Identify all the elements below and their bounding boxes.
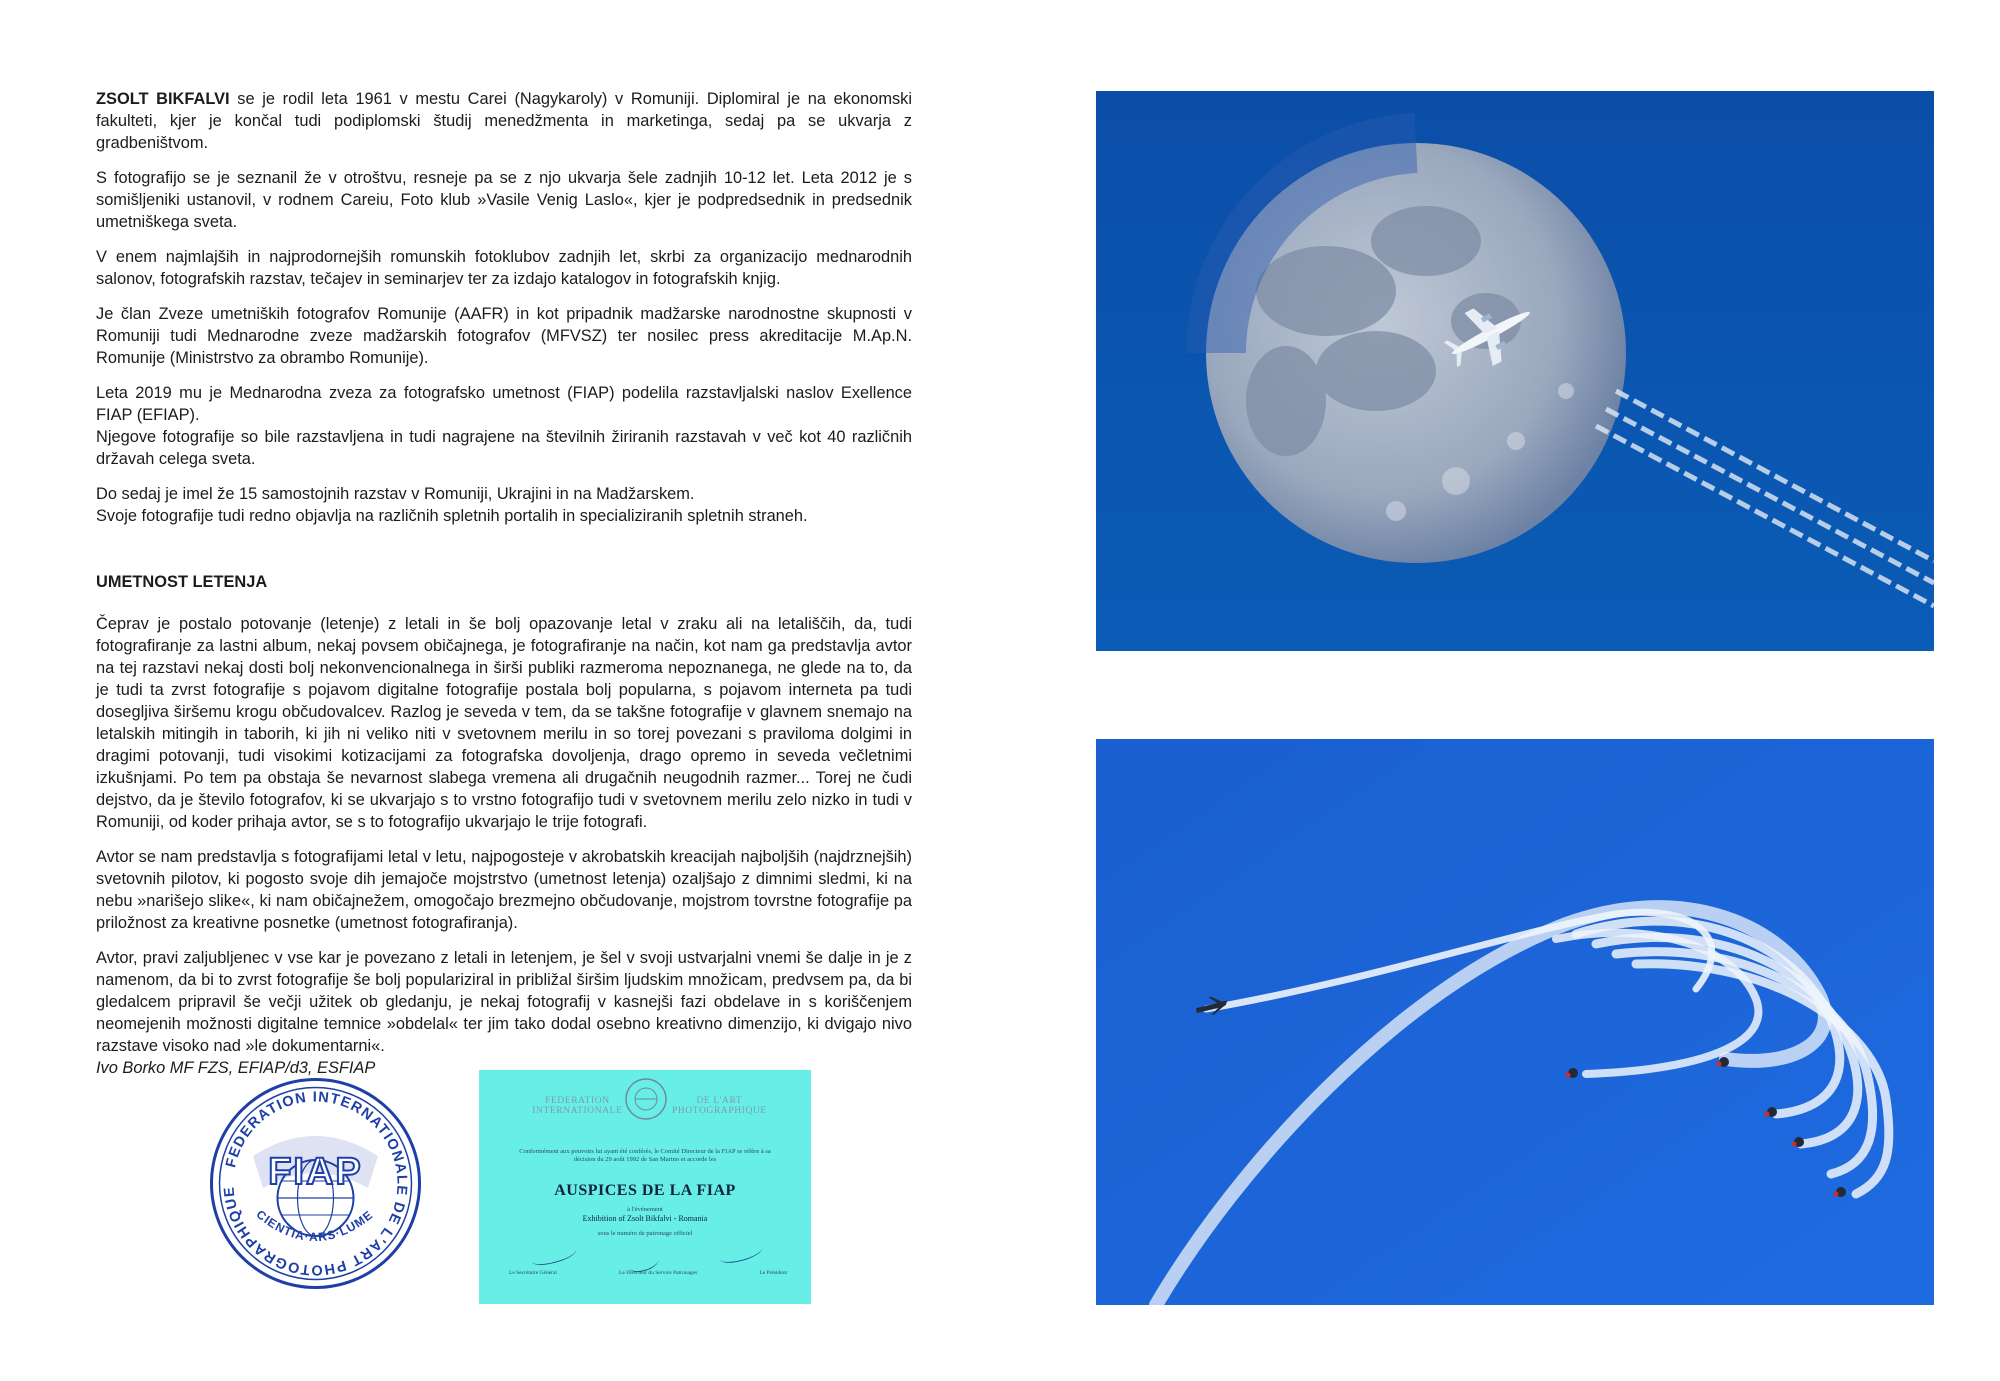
- certificate-to-event: à l'événement: [627, 1206, 663, 1213]
- fiap-motto: CIENTIA·ARS·LUME: [253, 1207, 376, 1245]
- photo-moon-airplane: [1096, 91, 1934, 651]
- essay-paragraph-1: Čeprav je postalo potovanje (letenje) z letali in še bolj opazovanje letal v zraku ali na letališčih, da, tudi fotografiranje za lastni album, nekaj povsem običajnega, je fotografiranje na način, kot nam ga predstavlja avtor na tej razstavi nekaj dosti bolj nekonvencionalnega in širši publiki razmeroma nepoznanega, ne glede na to, da je tudi ta zvrst fotografije s pojavom digitalne fotografije postala bolj popularna, s pojavom interneta pa tudi dosegljiva širšemu krogu občudovalcev. Razlog je seveda v tem, da se takšne fotografije v glavnem snemajo na letalskih mitingih in taborih, ki jih ni veliko niti v svetovnem merilu in so torej povezani s praviloma dolgimi in dragimi potovanji, tudi visokimi kotizacijami za fotografska dovoljenja, drago opremo in seveda večletnimi izkušnjami. Po tem pa obstaja še nevarnost slabega vremena ali drugačnih neugodnih razmer... Torej ne čudi dejstvo, da je število fotografov, ki se ukvarjajo s to vrstno fotografijo tudi v svetovnem merilu zelo nizko in tudi v Romuniji, od koder prihaja avtor, se s to fotografijo ukvarjajo le trije fotografi.: [96, 615, 912, 831]
- moon-photo-image: [1096, 91, 1934, 651]
- signature-right-icon: [718, 1242, 764, 1266]
- fiap-logo: [208, 1076, 423, 1291]
- certificate-patronage: sous le numéro de patronage officiel: [597, 1230, 693, 1237]
- text-column: [96, 88, 912, 1092]
- fiap-certificate: [479, 1070, 811, 1304]
- certificate-signatures: Le Secrétaire Général Le Directeur du Service Patronages Le Président: [509, 1270, 787, 1276]
- certificate-event: Exhibition of Zsolt Bikfalvi - Romania: [582, 1214, 708, 1223]
- essay-paragraph-3: Avtor, pravi zaljubljenec v vse kar je povezano z letali in letenjem, je šel v svoji ustvarjalni vnemi še dalje in je z namenom, da bi to zvrst fotografije še bolj populariziral in približal širšim ljudskim množicam, predvsem pa, da bi gledalcem pripravil še večji užitek ob gledanju, je nekaj fotografij v kasnejši fazi obdelave in s koriščenjem neomejenih možnosti digitalne temnice »obdelal« ter jim tako dodal osebno kreativno dimenzijo, ki dvigajo nivo razstave visoko nad »le dokumentarni«.: [96, 949, 912, 1055]
- certificate-body: Conformément aux pouvoirs lui ayant été conférés, le Comité Directeur de la FIAP se réfère à sa décision du 29 août 1992 de San Marino et accorde les: [519, 1148, 771, 1163]
- bio-paragraph-5: Leta 2019 mu je Mednarodna zveza za fotografsko umetnost (FIAP) podelila razstavljalski naslov Exellence FIAP (EFIAP).: [96, 384, 912, 424]
- bio-paragraph-1: ZSOLT BIKFALVI se je rodil leta 1961 v mestu Carei (Nagykaroly) v Romuniji. Diplomiral je na ekonomski fakulteti, kjer je končal tudi podiplomski študij menedžmenta in marketinga, sedaj pa se ukvarja z gradbeništvom.: [96, 90, 913, 152]
- bio-paragraph-2: S fotografijo se je seznanil že v otroštvu, resneje pa se z njo ukvarja šele zadnjih 10-12 let. Leta 2012 je s somišljeniki ustanovil, v rodnem Careiu, Foto klub »Vasile Venig Laslo«, kjer je podpredsednik in predsednik umetniškega sveta.: [96, 169, 912, 231]
- certificate-header: FEDERATION INTERNATIONALE DE L'ART PHOTOGRAPHIQUE: [532, 1096, 767, 1116]
- jets-photo-image: [1096, 739, 1934, 1305]
- author-name: ZSOLT BIKFALVI: [96, 90, 230, 108]
- seal-icon: [623, 1076, 669, 1122]
- bio-paragraph-3: V enem najmlajših in najprodornejših romunskih fotoklubov zadnjih let, skrbi za organizacijo mednarodnih salonov, fotografskih razstav, tečajev in seminarjev ter za izdajo katalogov in fotografskih knjig.: [96, 248, 912, 288]
- signature-left-icon: [530, 1243, 578, 1267]
- bio-paragraph-4: Je član Zveze umetniških fotografov Romunije (AAFR) in kot pripadnik madžarske narodnostne skupnosti v Romuniji tudi Mednarodne zveze madžarskih fotografov (MFVSZ) ter nosilec press akreditacije M.Ap.N. Romunije (Ministrstvo za obrambo Romunije).: [96, 305, 912, 367]
- essay-heading: UMETNOST LETENJA: [96, 573, 268, 591]
- essay-paragraph-2: Avtor se nam predstavlja s fotografijami letal v letu, najpogosteje v akrobatskih kreacijah najboljših (najdrznejših) svetovnih pilotov, ki pogosto svoje dih jemajoče mojstrstvo (umetnost letenja) ozaljšajo z dimnimi sledmi, ki na nebu »narišejo slike«, ki nam običajnežem, omogočajo brezmejno občudovanje, mojstrom tovrstne fotografije pa priložnost za kreativne posnetke (umetnost fotografiranja).: [96, 848, 912, 932]
- bio-paragraph-8: Svoje fotografije tudi redno objavlja na različnih spletnih portalih in specializiranih spletnih straneh.: [96, 507, 808, 525]
- bio-paragraph-7: Do sedaj je imel že 15 samostojnih razstav v Romuniji, Ukrajini in na Madžarskem.: [96, 485, 695, 503]
- fiap-ring-text: FEDERATION INTERNATIONALE DE L'ART PHOTOGRAPHIQUE: [221, 1089, 410, 1278]
- photo-aerobatic-jets: [1096, 739, 1934, 1305]
- essay-signature: Ivo Borko MF FZS, EFIAP/d3, ESFIAP: [96, 1059, 376, 1077]
- certificate-title: AUSPICES DE LA FIAP: [554, 1182, 736, 1199]
- fiap-acronym: FIAP: [268, 1151, 363, 1193]
- bio-paragraph-6: Njegove fotografije so bile razstavljena in tudi nagrajene na številnih žiriranih razstavah v več kot 40 različnih državah celega sveta.: [96, 428, 912, 468]
